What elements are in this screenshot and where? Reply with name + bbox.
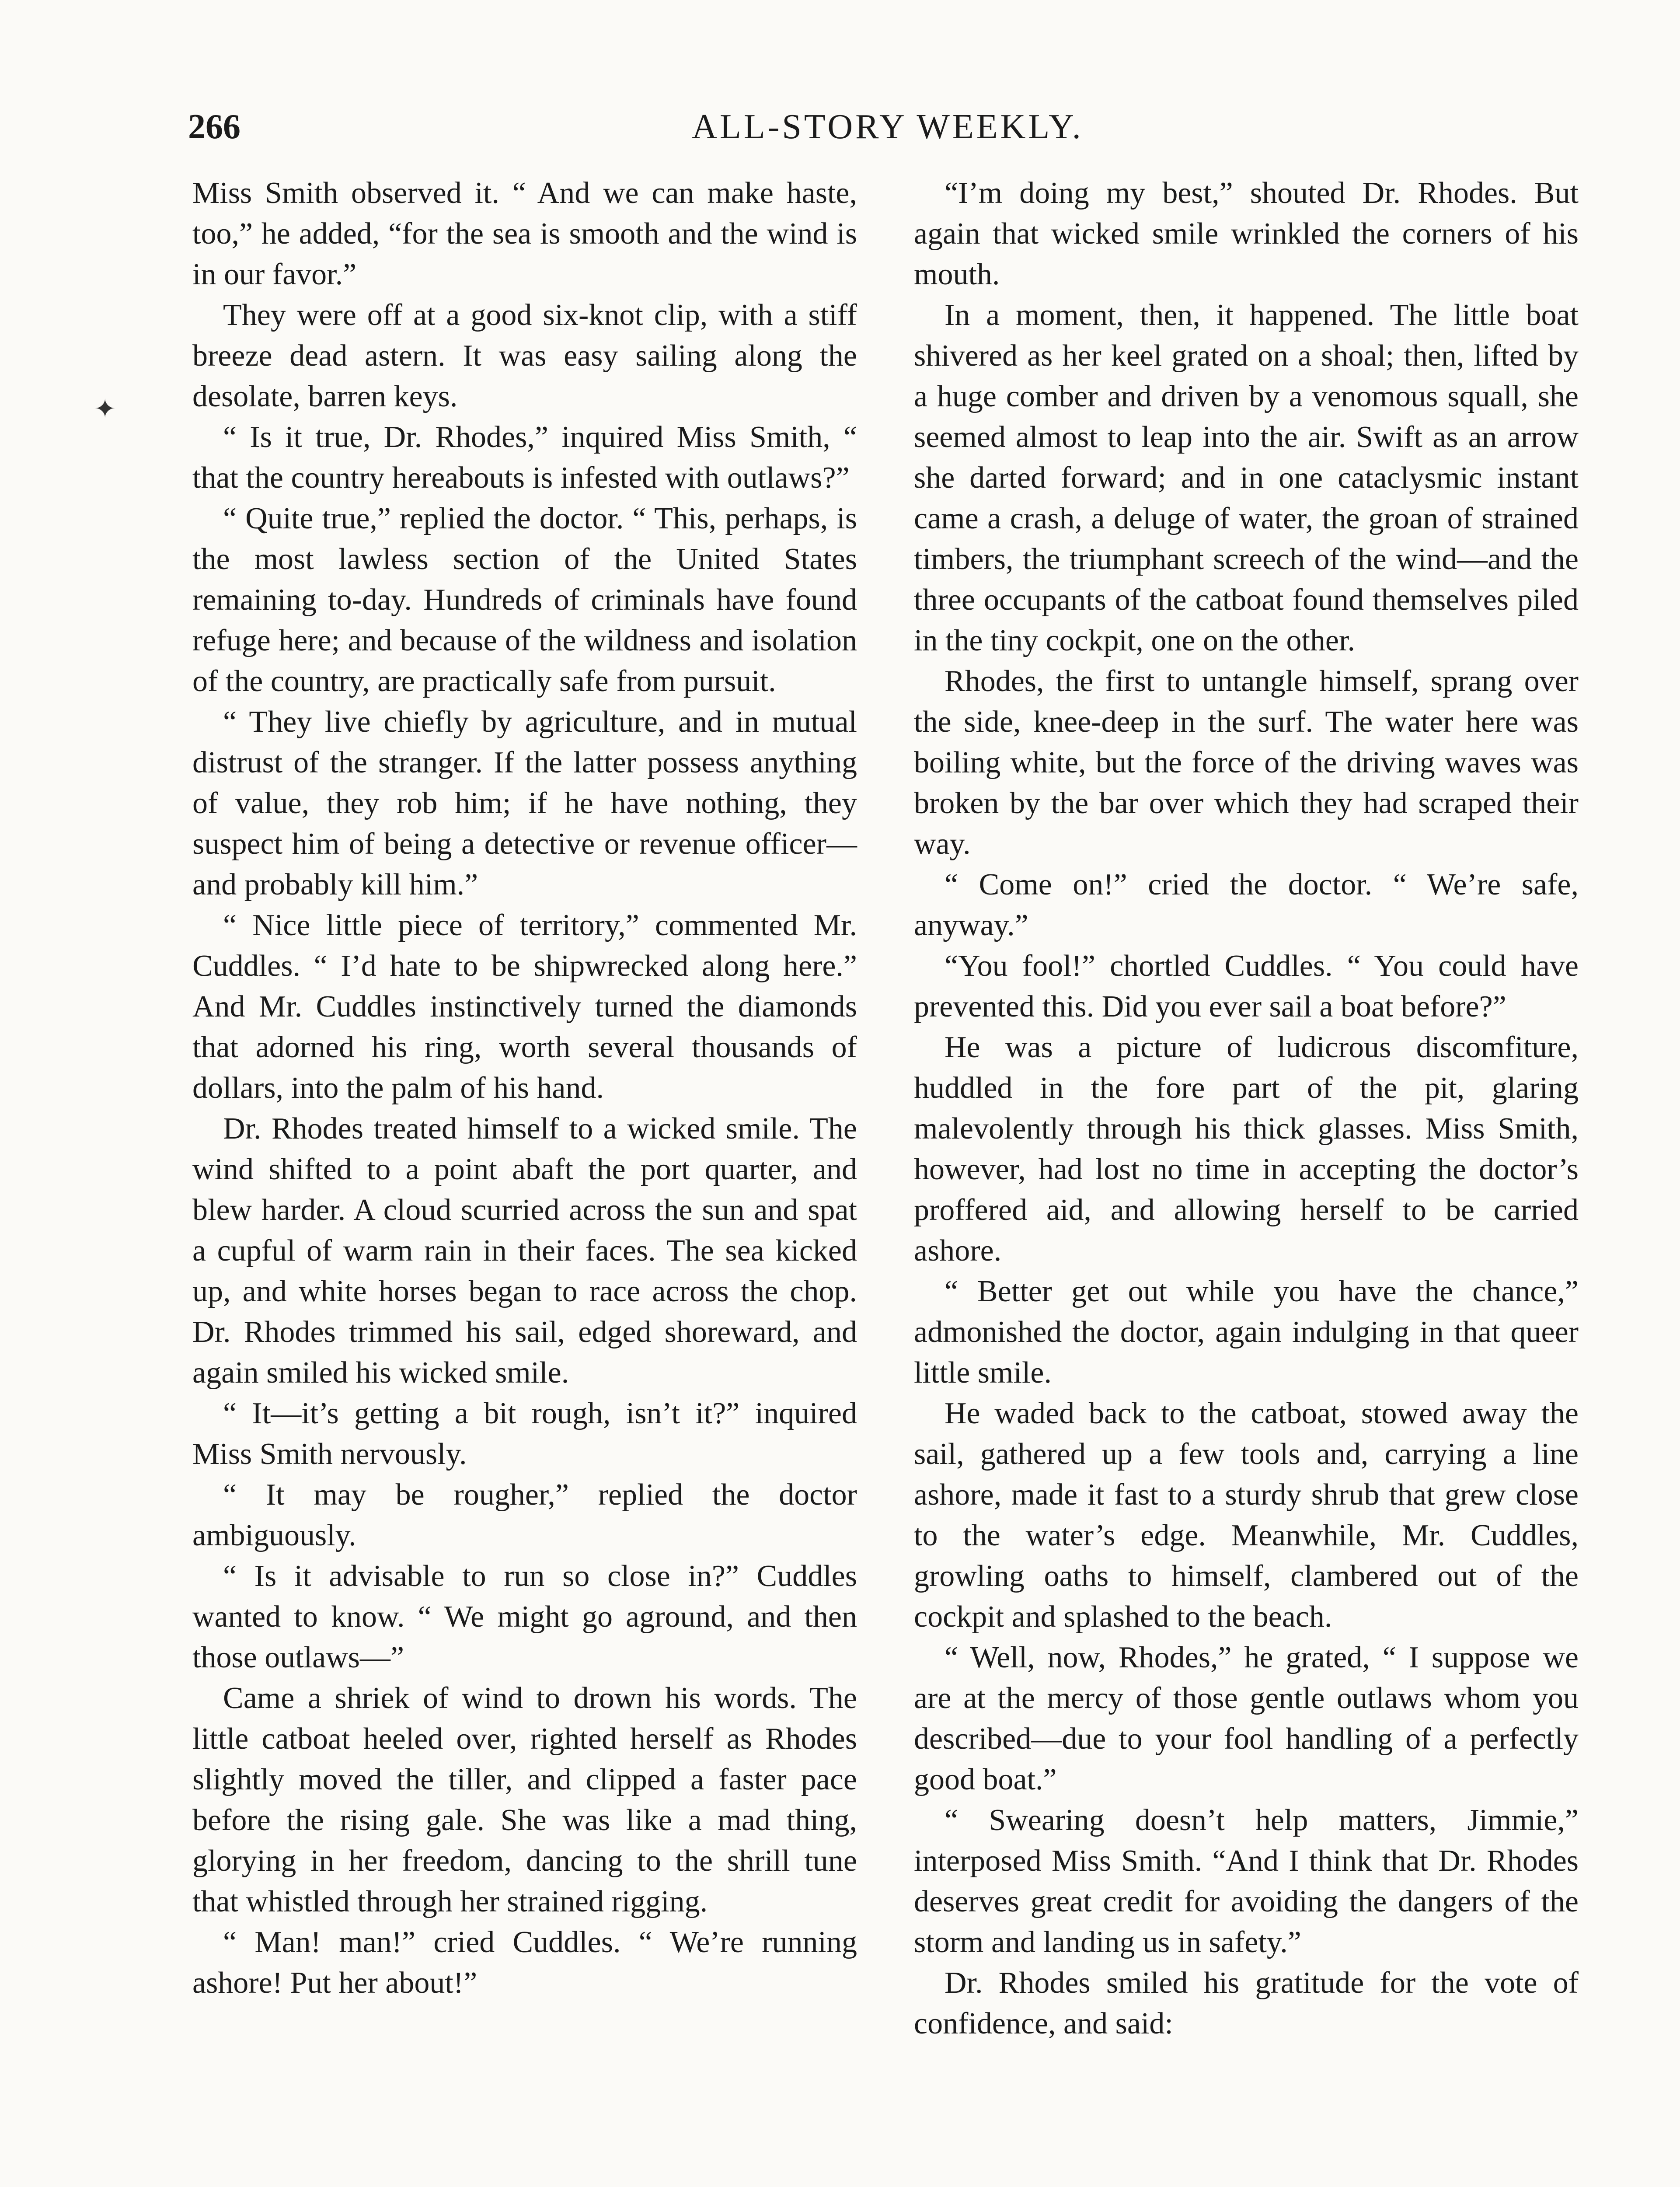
paragraph: “ Quite true,” replied the doctor. “ This, perhaps, is the most lawless section of the United States remaining to-day. Hundreds of criminals have found refuge here; and because of the wildness and isolation of the country, are practically safe from pursuit. [192,502,857,698]
page-header [188,103,1587,155]
paragraph: “ They live chiefly by agriculture, and in mutual distrust of the stranger. If the latter possess anything of value, they rob him; if he have nothing, they suspect him of being a detective or revenue officer— and probably kill him.” [192,705,857,901]
paragraph: “ Is it true, Dr. Rhodes,” inquired Miss Smith, “ that the country hereabouts is infested with outlaws?” [192,420,857,495]
paragraph: “ Better get out while you have the chance,” admonished the doctor, again indulging in that queer little smile. [914,1275,1579,1390]
margin-mark-icon: ✦ [94,395,116,423]
paragraph: Dr. Rhodes smiled his gratitude for the vote of confidence, and said: [914,1966,1579,2040]
paragraph: “ Is it advisable to run so close in?” Cuddles wanted to know. “ We might go aground, and then those outlaws—” [192,1559,857,1674]
paragraph: “ Nice little piece of territory,” commented Mr. Cuddles. “ I’d hate to be shipwrecked along here.” And Mr. Cuddles instinctively turned the diamonds that adorned his ring, worth several thousands of dollars, into the palm of his hand. [192,908,857,1105]
paragraph: “ Well, now, Rhodes,” he grated, “ I suppose we are at the mercy of those gentle outlaws whom you described—due to your fool handling of a perfectly good boat.” [914,1641,1579,1796]
paragraph: “ It may be rougher,” replied the doctor ambiguously. [192,1478,857,1552]
page-number: 266 [188,108,240,146]
paragraph: He was a picture of ludicrous discomfiture, huddled in the fore part of the pit, glaring malevolently through his thick glasses. Miss Smith, however, had lost no time in accepting the doctor’s proffered aid, and allowing herself to be carried ashore. [914,1031,1579,1268]
paragraph: “ Come on!” cried the doctor. “ We’re safe, anyway.” [914,868,1579,942]
paragraph: “ Swearing doesn’t help matters, Jimmie,” interposed Miss Smith. “And I think that Dr. Rhodes deserves great credit for avoiding the dangers of the storm and landing us in safety.” [914,1803,1579,1959]
paragraph: “I’m doing my best,” shouted Dr. Rhodes. But again that wicked smile wrinkled the corners of his mouth. [914,176,1579,291]
paragraph: Dr. Rhodes treated himself to a wicked smile. The wind shifted to a point abaft the port quarter, and blew harder. A cloud scurried across the sun and spat a cupful of warm rain in their faces. The sea kicked up, and white horses began to race across the chop. Dr. Rhodes trimmed his sail, edged shoreward, and again smiled his wicked smile. [192,1112,857,1390]
paragraph: Rhodes, the first to untangle himself, sprang over the side, knee-deep in the surf. The water here was boiling white, but the force of the driving waves was broken by the bar over which they had scraped their way. [914,664,1579,861]
paragraph: Came a shriek of wind to drown his words. The little catboat heeled over, righted herself as Rhodes slightly moved the tiller, and clipped a faster pace before the rising gale. She was like a mad thing, glorying in her freedom, dancing to the shrill tune that whistled through her strained rigging. [192,1681,857,1918]
running-head: ALL-STORY WEEKLY. [692,108,1084,146]
paragraph: “You fool!” chortled Cuddles. “ You could have prevented this. Did you ever sail a boat before?” [914,949,1579,1024]
right-column [914,173,1579,2044]
paragraph: They were off at a good six-knot clip, with a stiff breeze dead astern. It was easy sailing along the desolate, barren keys. [192,298,857,413]
paragraph: Miss Smith observed it. “ And we can make haste, too,” he added, “for the sea is smooth and the wind is in our favor.” [192,176,857,291]
paragraph: He waded back to the catboat, stowed away the sail, gathered up a few tools and, carrying a line ashore, made it fast to a sturdy shrub that grew close to the water’s edge. Meanwhile, Mr. Cuddles, growling oaths to himself, clambered out of the cockpit and splashed to the beach. [914,1397,1579,1634]
paragraph: “ It—it’s getting a bit rough, isn’t it?” inquired Miss Smith nervously. [192,1397,857,1471]
paragraph: “ Man! man!” cried Cuddles. “ We’re running ashore! Put her about!” [192,1925,857,2000]
left-column [192,173,857,2003]
paragraph: In a moment, then, it happened. The little boat shivered as her keel grated on a shoal; then, lifted by a huge comber and driven by a venomous squall, she seemed almost to leap into the air. Swift as an arrow she darted forward; and in one cataclysmic instant came a crash, a deluge of water, the groan of strained timbers, the triumphant screech of the wind—and the three occupants of the catboat found themselves piled in the tiny cockpit, one on the other. [914,298,1579,657]
